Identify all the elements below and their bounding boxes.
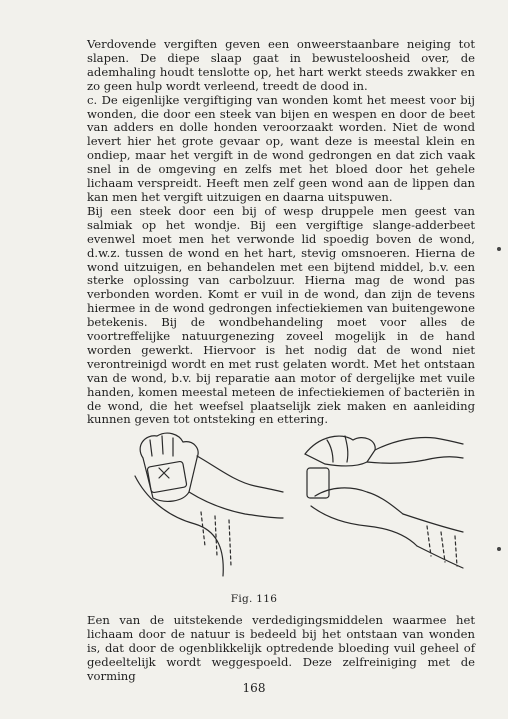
figure-caption: Fig. 116 [230, 593, 278, 605]
margin-mark [496, 246, 502, 252]
body-text [87, 38, 475, 427]
paragraph-1: Verdovende vergiften geven een onweerstaanbare neiging tot slapen. De diepe slaap gaat in bewusteloosheid over, de ademhaling houdt tenslotte op, het hart werkt steeds zwakker en zo geen hulp wordt verleend, treedt de dood in. [87, 37, 475, 93]
page-number: 168 [242, 681, 266, 695]
bottom-paragraph: Een van de uitstekende verdedigingsmiddelen waarmee het lichaam door de natuur is bedeeld bij het ontstaan van wonden is, dat door de ogenblikkelijk optredende bloeding vuil geheel of gedeeltelijk wordt weggespoeld. Deze zelfreiniging met de vorming [87, 613, 475, 683]
bandaging-hands-illustration [105, 406, 465, 588]
paragraph-3: Bij een steek door een bij of wesp druppele men geest van salmiak op het wondje. Bij een vergiftige slange-adderbeet evenwel moet men het verwonde lid spoedig boven de wond, d.w.z. tussen de wond en het hart, stevig omsnoeren. Hierna de wond uitzuigen, en behandelen met een bijtend middel, b.v. een sterke oplossing van carbolzuur. Hierna mag de wond pas verbonden worden. Komt er vuil in de wond, dan zijn de tevens hiermee in de wond gedrongen infectiekiemen van buitengewone betekenis. Bij de wondbehandeling moet voor alles de voortreffelijke natuurgenezing zoveel mogelijk in de hand worden gewerkt. Hiervoor is het nodig dat de wond niet verontreinigd wordt en met rust gelaten wordt. Met het ontstaan van de wond, b.v. bij reparatie aan motor of dergelijke met vuile handen, komen meestal meteen de infectiekiemen of bacteriën in de wond, die het weefsel plaatselijk ziek maken en aanleiding kunnen geven tot ontsteking en ettering. [87, 203, 475, 427]
paragraph-2: c. De eigenlijke vergiftiging van wonden komt het meest voor bij wonden, die door een steek van bijen en wespen en door de beet van adders en dolle honden veroorzaakt worden. Niet de wond levert hier het grote gevaar op, want deze is meestal klein en ondiep, maar het vergift in de wond gedrongen en dat zich vaak snel in de omgeving en zelfs met het bloed door het gehele lichaam verspreidt. Heeft men zelf geen wond aan de lippen dan kan men het vergift uitzuigen en daarna uitspuwen. [87, 92, 475, 204]
margin-mark [496, 546, 502, 552]
